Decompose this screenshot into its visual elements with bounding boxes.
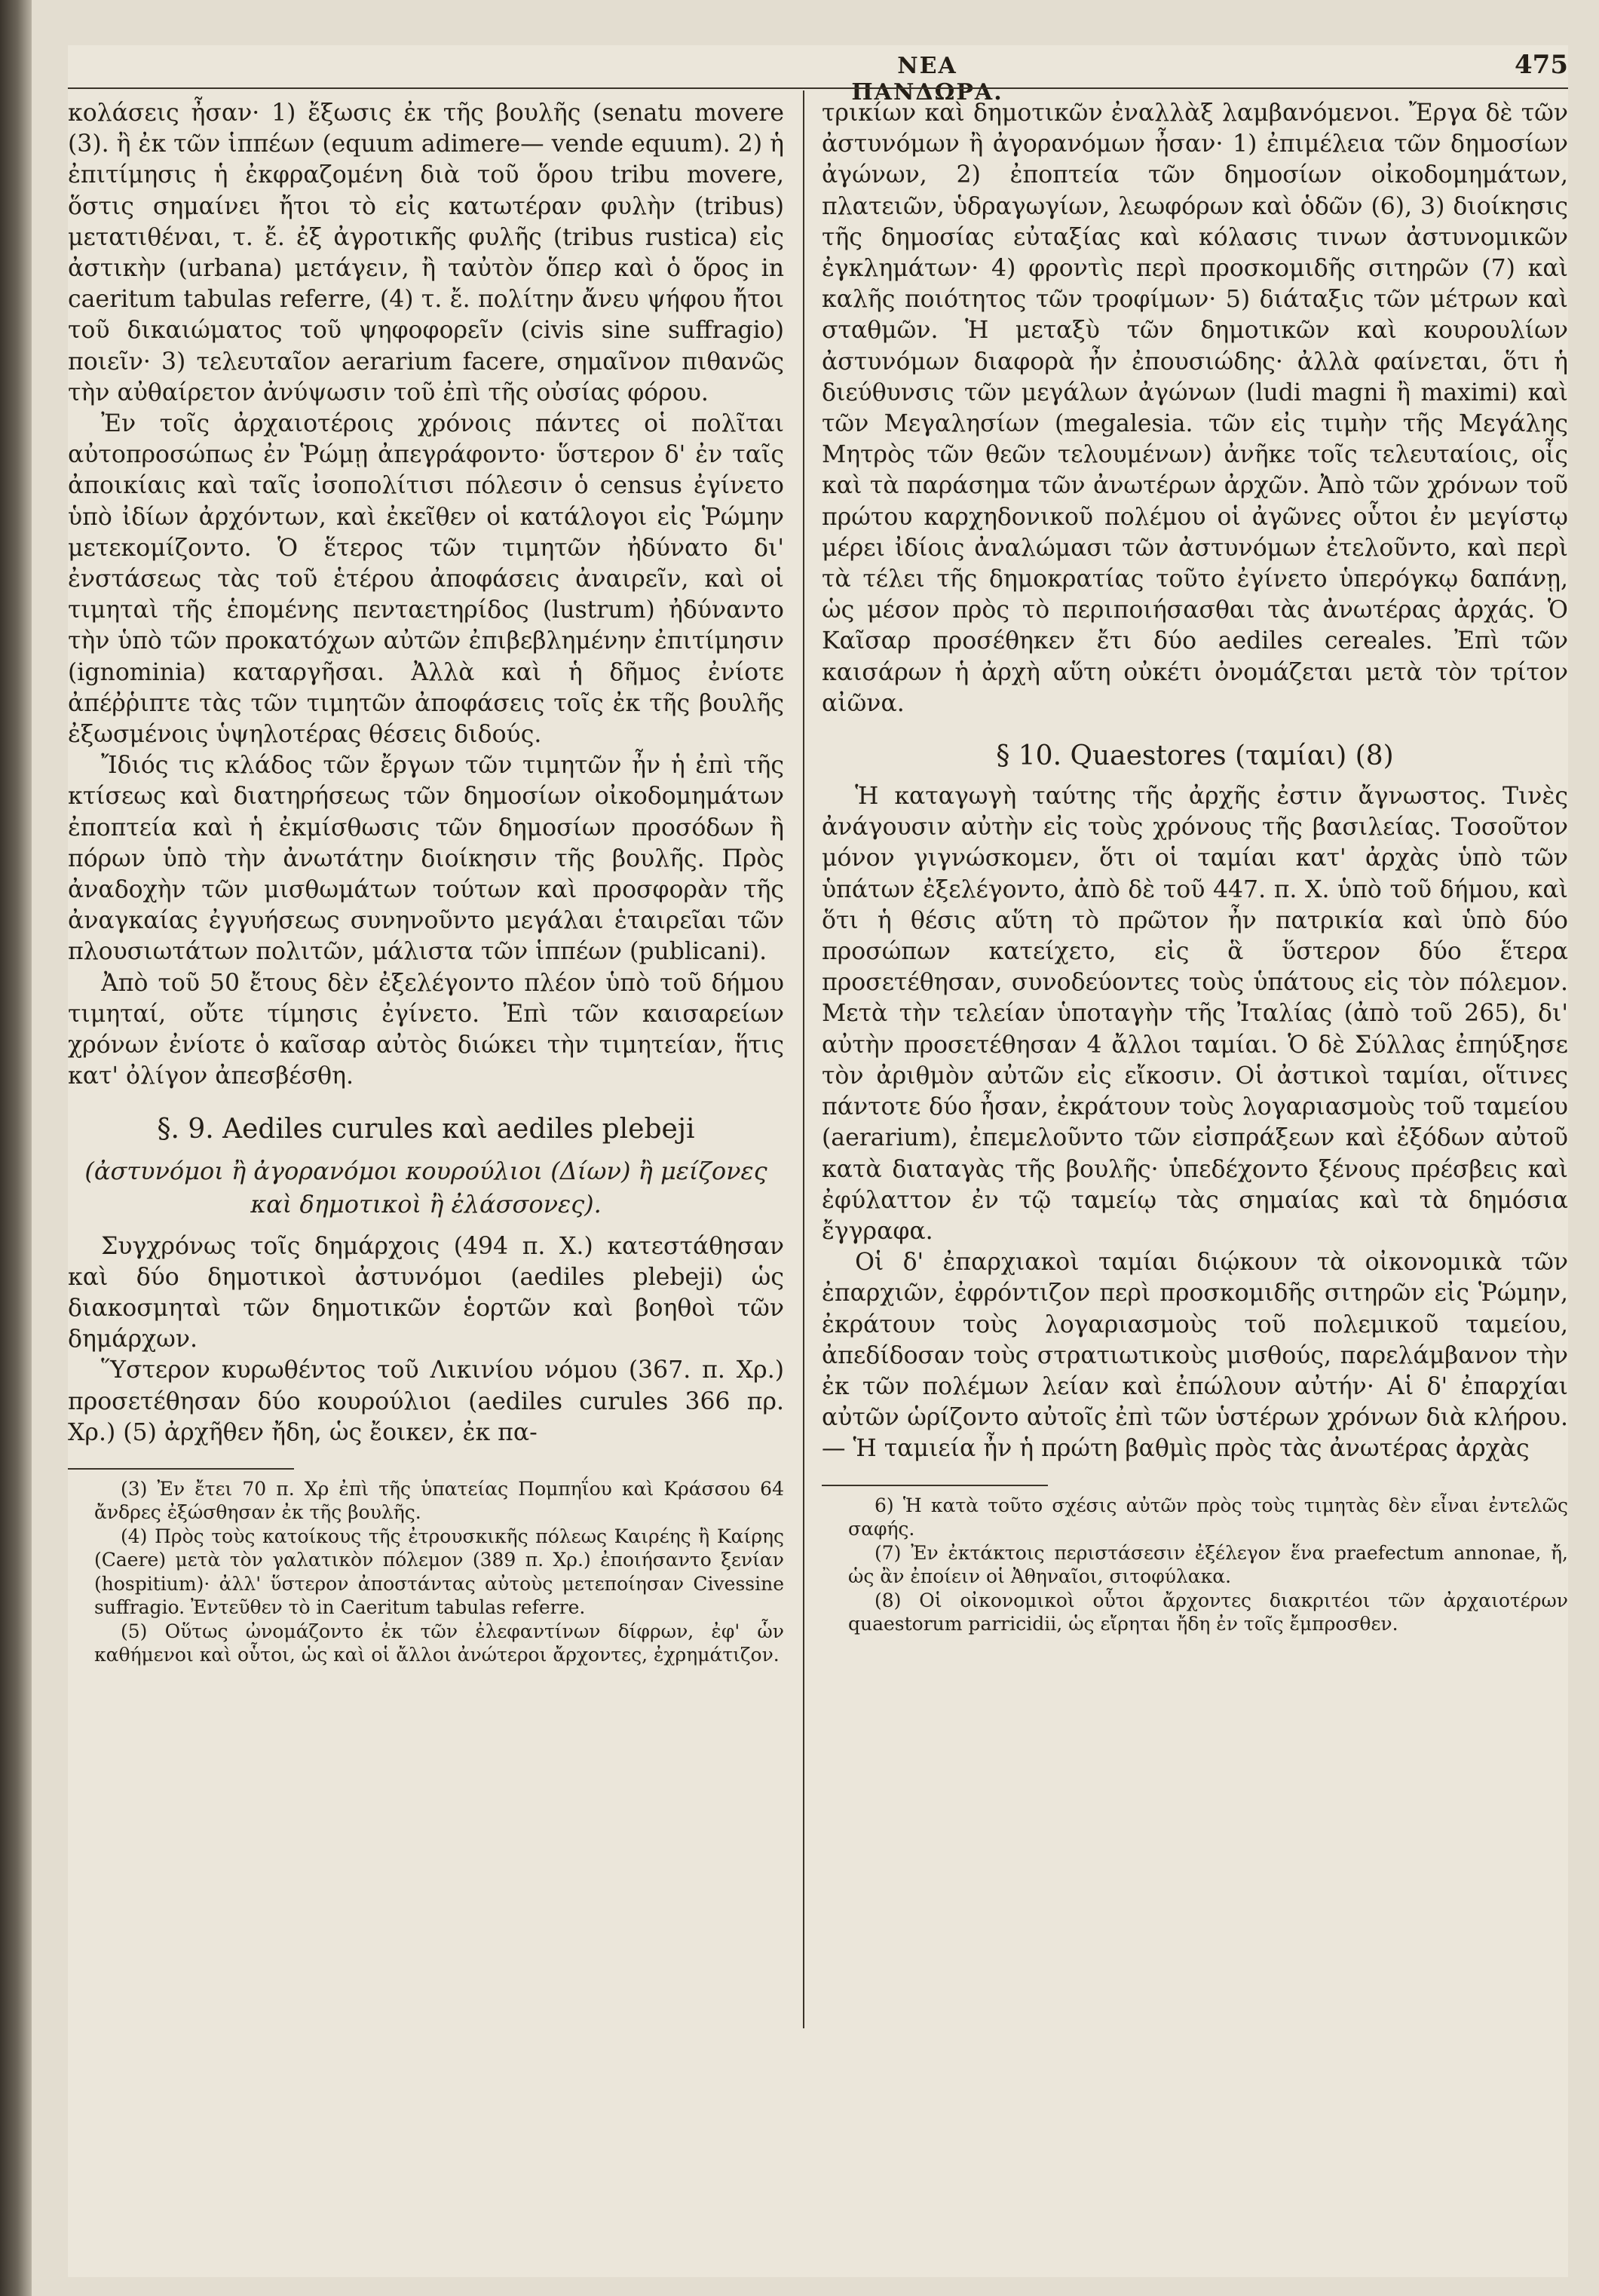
footnote-rule: [68, 1468, 294, 1470]
section-9-subtitle: (ἀστυνόμοι ἢ ἀγορανόμοι κουρούλιοι (Δίων) ἢ μείζονες καὶ δημοτικοὶ ἢ ἐλάσσονες).: [84, 1156, 767, 1219]
header-rule: [68, 87, 1568, 89]
paragraph: Ἐν τοῖς ἀρχαιοτέροις χρόνοις πάντες οἱ πολῖται αὐτοπροσώπως ἐν Ῥώμῃ ἀπεγράφοντο· ὕστερον δ' ἐν ταῖς ἀποικίαις καὶ ταῖς ἰσοπολίτισι πόλεσιν ὁ census ἐγίνετο ὑπὸ ἰδίων ἀρχόντων, καὶ ἐκεῖθεν οἱ κατάλογοι εἰς Ῥώμην μετεκομίζοντο. Ὁ ἕτερος τῶν τιμητῶν ἠδύνατο δι' ἐνστάσεως τὰς τοῦ ἑτέρου ἀποφάσεις ἀναιρεῖν, καὶ οἱ τιμηταὶ τῆς ἑπομένης πενταετηρίδος (lustrum) ἠδύναντο τὴν ὑπὸ τῶν προκατόχων αὐτῶν ἐπιβεβλημένην ἐπιτίμησιν (ignominia) καταργῆσαι. Ἀλλὰ καὶ ἡ δῆμος ἐνίοτε ἀπέῤῥιπτε τὰς τῶν τιμητῶν ἀποφάσεις τοῖς ἐκ τῆς βουλῆς ἐξωσμένοις ὑψηλοτέρας θέσεις διδούς.: [68, 410, 784, 749]
paragraph: Ἀπὸ τοῦ 50 ἔτους δὲν ἐξελέγοντο πλέον ὑπὸ τοῦ δήμου τιμηταί, οὔτε τίμησις ἐγίνετο. Ἐπὶ τῶν καισαρείων χρόνων ἐνίοτε ὁ καῖσαρ αὐτὸς διώκει τὴν τιμητείαν, ἥτις κατ' ὀλίγον ἀπεσβέσθη.: [68, 969, 784, 1090]
paragraph: Ἴδιός τις κλάδος τῶν ἔργων τῶν τιμητῶν ἦν ἡ ἐπὶ τῆς κτίσεως καὶ διατηρήσεως τῶν δημοσίων οἰκοδομημάτων ἐποπτεία καὶ ἡ ἐκμίσθωσις τῶν δημοσίων προσόδων ἢ πόρων ὑπὸ τὴν ἀνωτάτην διοίκησιν τῆς βουλῆς. Πρὸς ἀναδοχὴν τῶν μισθωμάτων τούτων καὶ προσφορὰν τῆς ἀναγκαίας ἐγγυήσεως συνηνοῦντο μεγάλαι ἑταιρεῖαι τῶν πλουσιωτάτων πολιτῶν, μάλιστα τῶν ἱππέων (publicani).: [68, 752, 784, 966]
paragraph: Ὕστερον κυρωθέντος τοῦ Λικινίου νόμου (367. π. Χρ.) προσετέθησαν δύο κουρούλιοι (aediles curules 366 πρ. Χρ.) (5) ἀρχῆθεν ἤδη, ὡς ἔοικεν, ἐκ πα-: [68, 1356, 784, 1446]
right-column: [822, 98, 1568, 1636]
left-column: [68, 98, 784, 1667]
column-divider: [803, 90, 804, 2028]
footnote: (4) Πρὸς τοὺς κατοίκους τῆς ἐτρουσκικῆς πόλεως Καιρέης ἢ Καίρης (Caere) μετὰ τὸν γαλατικὸν πόλεμον (389 π. Χρ.) ἐποιήσαντο ξενίαν (hospitium)· ἀλλ' ὕστερον ἀποστάντας αὐτοὺς μετεποίησαν Civessine suffragio. Ἐντεῦθεν τὸ in Caeritum tabulas referre.: [94, 1525, 784, 1619]
book-binding-shadow: [0, 0, 32, 2296]
section-9-heading: §. 9. Aediles curules καὶ aediles plebeji: [157, 1113, 695, 1145]
footnote: (3) Ἐν ἔτει 70 π. Χρ ἐπὶ τῆς ὑπατείας Πομπηΐου καὶ Κράσσου 64 ἄνδρες ἐξώσθησαν ἐκ τῆς βουλῆς.: [94, 1477, 784, 1524]
paragraph: τρικίων καὶ δημοτικῶν ἐναλλὰξ λαμβανόμενοι. Ἔργα δὲ τῶν ἀστυνόμων ἢ ἀγορανόμων ἦσαν· 1) ἐπιμέλεια τῶν δημοσίων ἀγώνων, 2) ἐποπτεία τῶν δημοσίων οἰκοδομημάτων, πλατειῶν, ὑδραγωγίων, λεωφόρων καὶ ὁδῶν (6), 3) διοίκησις τῆς δημοσίας εὐταξίας καὶ κόλασις τινων ἀστυνομικῶν ἐγκλημάτων· 4) φροντὶς περὶ προσκομιδῆς σιτηρῶν (7) καὶ καλῆς ποιότητος τῶν τροφίμων· 5) διάταξις τῶν μέτρων καὶ σταθμῶν. Ἡ μεταξὺ τῶν δημοτικῶν καὶ κουρουλίων ἀστυνόμων διαφορὰ ἦν ἐπουσιώδης· ἀλλὰ φαίνεται, ὅτι ἡ διεύθυνσις τῶν μεγάλων ἀγώνων (ludi magni ἢ maximi) καὶ τῶν Μεγαλησίων (megalesia. τῶν εἰς τιμὴν τῆς Μεγάλης Μητρὸς τῶν θεῶν τελουμένων) ἀνῆκε τοῖς τελευταίοις, οἷς καὶ τὰ παράσημα τῶν ἀνωτέρων ἀρχῶν. Ἀπὸ τῶν χρόνων τοῦ πρώτου καρχηδονικοῦ πολέμου οἱ ἀγῶνες οὗτοι ἐν μεγίστῳ μέρει ἰδίοις ἀναλώμασι τῶν ἀστυνόμων ἐτελοῦντο, καὶ περὶ τὰ τέλει τῆς δημοκρατίας τοῦτο ἐγίνετο ὑπερόγκῳ δαπάνῃ, ὡς μέσον πρὸς τὸ περιποιήσασθαι τὰς ἀνωτέρας ἀρχάς. Ὁ Καῖσαρ προσέθηκεν ἔτι δύο aediles cereales. Ἐπὶ τῶν καισάρων ἡ ἀρχὴ αὕτη οὐκέτι ὀνομάζεται μετὰ τὸν τρίτον αἰῶνα.: [822, 100, 1568, 717]
footnote: (8) Οἱ οἰκονομικοὶ οὗτοι ἄρχοντες διακριτέοι τῶν ἀρχαιοτέρων quaestorum parricidii, ὡς εἴρηται ἤδη ἐν τοῖς ἔμπροσθεν.: [848, 1589, 1568, 1635]
footnote: 6) Ἡ κατὰ τοῦτο σχέσις αὐτῶν πρὸς τοὺς τιμητὰς δὲν εἶναι ἐντελῶς σαφής.: [848, 1494, 1568, 1540]
footnote-rule: [822, 1485, 1048, 1486]
book-page: [68, 45, 1568, 2277]
footnote: (5) Οὕτως ὠνομάζοντο ἐκ τῶν ἐλεφαντίνων δίφρων, ἐφ' ὧν καθήμενοι καὶ οὗτοι, ὡς καὶ οἱ ἄλλοι ἀνώτεροι ἄρχοντες, ἐχρημάτιζον.: [94, 1620, 784, 1666]
paragraph: Συγχρόνως τοῖς δημάρχοις (494 π. Χ.) κατεστάθησαν καὶ δύο δημοτικοὶ ἀστυνόμοι (aediles plebeji) ὡς διακοσμηταὶ τῶν δημοτικῶν ἑορτῶν καὶ βοηθοὶ τῶν δημάρχων.: [68, 1232, 784, 1353]
page-number: 475: [1515, 50, 1568, 80]
paragraph: κολάσεις ἦσαν· 1) ἔξωσις ἐκ τῆς βουλῆς (senatu movere (3). ἢ ἐκ τῶν ἱππέων (equum adimere— vende equum). 2) ἡ ἐπιτίμησις ἡ ἐκφραζομένη διὰ τοῦ ὅρου tribu movere, ὅστις σημαίνει ἤτοι τὸ εἰς κατωτέραν φυλὴν (tribus) μετατιθέναι, τ. ἔ. ἐξ ἀγροτικῆς φυλῆς (tribus rustica) εἰς ἀστικὴν (urbana) μετάγειν, ἢ ταὐτὸν ὅπερ καὶ ὁ ὅρος in caeritum tabulas referre, (4) τ. ἔ. πολίτην ἄνευ ψήφου ἤτοι τοῦ δικαιώματος τοῦ ψηφοφορεῖν (civis sine suffragio) ποιεῖν· 3) τελευταῖον aerarium facere, σημαῖνον πιθανῶς τὴν αὐθαίρετον ἀνύψωσιν τοῦ ἐπὶ τῆς οὐσίας φόρου.: [68, 100, 784, 406]
running-title: ΝΕΑ ΠΑΝΔΩΡΑ.: [851, 53, 1003, 106]
footnote: (7) Ἐν ἐκτάκτοις περιστάσεσιν ἐξέλεγον ἕνα praefectum annonae, ἤ, ὡς ἂν ἐποίειν οἱ Ἀθηναῖοι, σιτοφύλακα.: [848, 1541, 1568, 1588]
paragraph: Ἡ καταγωγὴ ταύτης τῆς ἀρχῆς ἐστιν ἄγνωστος. Τινὲς ἀνάγουσιν αὐτὴν εἰς τοὺς χρόνους τῆς βασιλείας. Τοσοῦτον μόνον γιγνώσκομεν, ὅτι οἱ ταμίαι κατ' ἀρχὰς ὑπὸ τῶν ὑπάτων ἐξελέγοντο, ἀπὸ δὲ τοῦ 447. π. Χ. ὑπὸ τοῦ δήμου, καὶ ὅτι ἡ θέσις αὕτη τὸ πρῶτον ἦν πατρικία καὶ ὑπὸ δύο προσώπων κατείχετο, εἰς ἃ ὕστερον δύο ἕτερα προσετέθησαν, συνοδεύοντες τοὺς ὑπάτους εἰς τὸν πόλεμον. Μετὰ τὴν τελείαν ὑποταγὴν τῆς Ἰταλίας (ἀπὸ τοῦ 265), δι' αὐτὴν προσετέθησαν 4 ἄλλοι ταμίαι. Ὁ δὲ Σύλλας ἐπηύξησε τὸν ἀριθμὸν αὐτῶν εἰς εἴκοσιν. Οἱ ἀστικοὶ ταμίαι, οἵτινες πάντοτε δύο ἦσαν, ἐκράτουν τοὺς λογαριασμοὺς τοῦ ταμείου (aerarium), ἐπεμελοῦντο τῶν εἰσπράξεων καὶ ἐξόδων αὐτοῦ κατὰ διαταγὰς τῆς βουλῆς· ὑπεδέχοντο ξένους πρέσβεις καὶ ἐφύλαττον ἐν τῷ ταμείῳ τὰς σημαίας καὶ τὰ δημόσια ἔγγραφα.: [822, 783, 1568, 1245]
paragraph: Οἱ δ' ἐπαρχιακοὶ ταμίαι διῴκουν τὰ οἰκονομικὰ τῶν ἐπαρχιῶν, ἐφρόντιζον περὶ προσκομιδῆς σιτηρῶν εἰς Ῥώμην, ἐκράτουν τοὺς λογαριασμοὺς τοῦ πολεμικοῦ ταμείου, ἀπεδίδοσαν τοὺς στρατιωτικοὺς μισθούς, παρελάμβανον τὴν ἐκ τῶν πολέμων λείαν καὶ ἐπώλουν αὐτήν· Αἱ δ' ἐπαρχίαι αὐτῶν ὡρίζοντο αὐτοῖς ἐπὶ τῶν ὑστέρων χρόνων διὰ κλήρου. — Ἡ ταμιεία ἦν ἡ πρώτη βαθμὶς πρὸς τὰς ἀνωτέρας ἀρχὰς: [822, 1249, 1568, 1463]
section-10-heading: § 10. Quaestores (ταμίαι) (8): [996, 740, 1394, 772]
